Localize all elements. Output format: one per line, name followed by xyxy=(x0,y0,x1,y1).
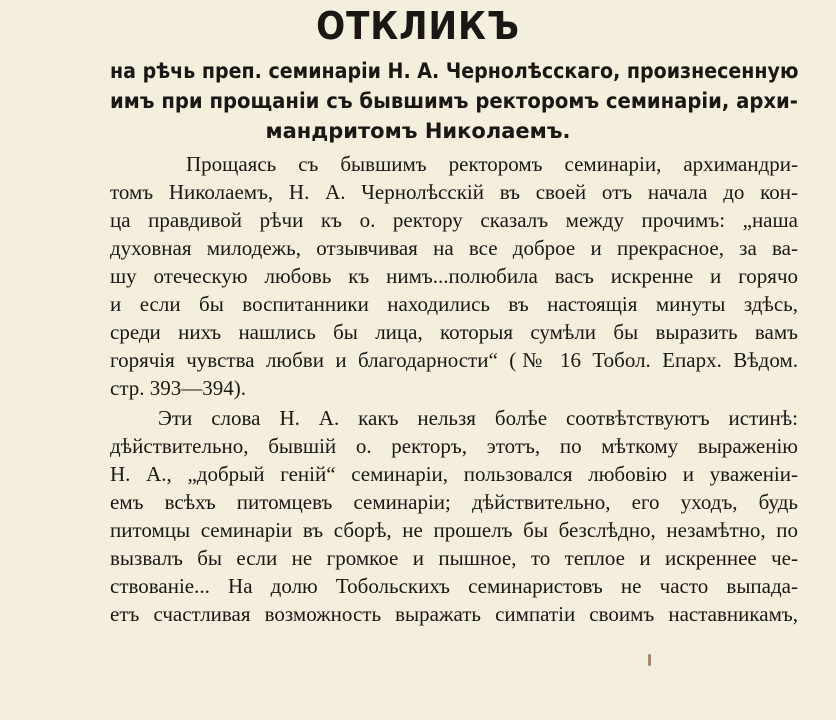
paragraph-line: вызвалъ бы если не громкое и пышное, то теплое и искреннее че- xyxy=(110,546,798,570)
subtitle-line-3: мандритомъ Николаемъ. xyxy=(265,119,571,143)
paragraph-line: Прощаясь съ бывшимъ ректоромъ семинаріи, архимандри- xyxy=(186,152,798,176)
paragraph-line: емъ всѣхъ питомцевъ семинаріи; дѣйствительно, его уходъ, будь xyxy=(110,490,798,514)
paragraph-line: ца правдивой рѣчи къ о. ректору сказалъ между прочимъ: „наша xyxy=(110,208,798,232)
paragraph-line: стр. 393—394). xyxy=(110,376,246,400)
subtitle-line-1: на рѣчь преп. семинаріи Н. А. Чернолѣсскаго, произнесенную xyxy=(110,59,799,83)
paragraph-line: и если бы воспитанники находились въ настоящія минуты здѣсь, xyxy=(110,292,798,316)
paragraph-line: среди нихъ нашлись бы лица, которыя сумѣли бы выразить вамъ xyxy=(110,320,798,344)
paragraph-line: ствованіе... На долю Тобольскихъ семинаристовъ не часто выпада- xyxy=(110,574,798,598)
subtitle-line-2: имъ при прощаніи съ бывшимъ ректоромъ семинаріи, архи- xyxy=(110,89,798,113)
paragraph-line: горячія чувства любви и благодарности“ (№ 16 Тобол. Епарх. Вѣдом. xyxy=(110,348,798,372)
page-title: ОТКЛИКЪ xyxy=(316,4,520,48)
paragraph-line: томъ Николаемъ, Н. А. Чернолѣсскій въ своей отъ начала до кон- xyxy=(110,180,798,204)
paragraph-line: Н. А., „добрый геній“ семинаріи, пользовался любовію и уваженіи- xyxy=(110,462,798,486)
paragraph-line: дѣйствительно, бывшій о. ректоръ, этотъ, по мѣткому выраженію xyxy=(110,434,798,458)
paragraph-line: духовная милодежь, отзывчивая на все доброе и прекрасное, за ва- xyxy=(110,236,798,260)
paragraph-line: Эти слова Н. А. какъ нельзя болѣе соотвѣтствуютъ истинѣ: xyxy=(158,406,798,430)
ink-mark xyxy=(648,654,651,666)
paragraph-line: етъ счастливая возможность выражать симпатіи своимъ наставникамъ, xyxy=(110,602,798,626)
paragraph-line: питомцы семинаріи въ сборѣ, не прошелъ бы безслѣдно, незамѣтно, по xyxy=(110,518,798,542)
paragraph-line: шу отеческую любовь къ нимъ...полюбила васъ искренне и горячо xyxy=(110,264,798,288)
